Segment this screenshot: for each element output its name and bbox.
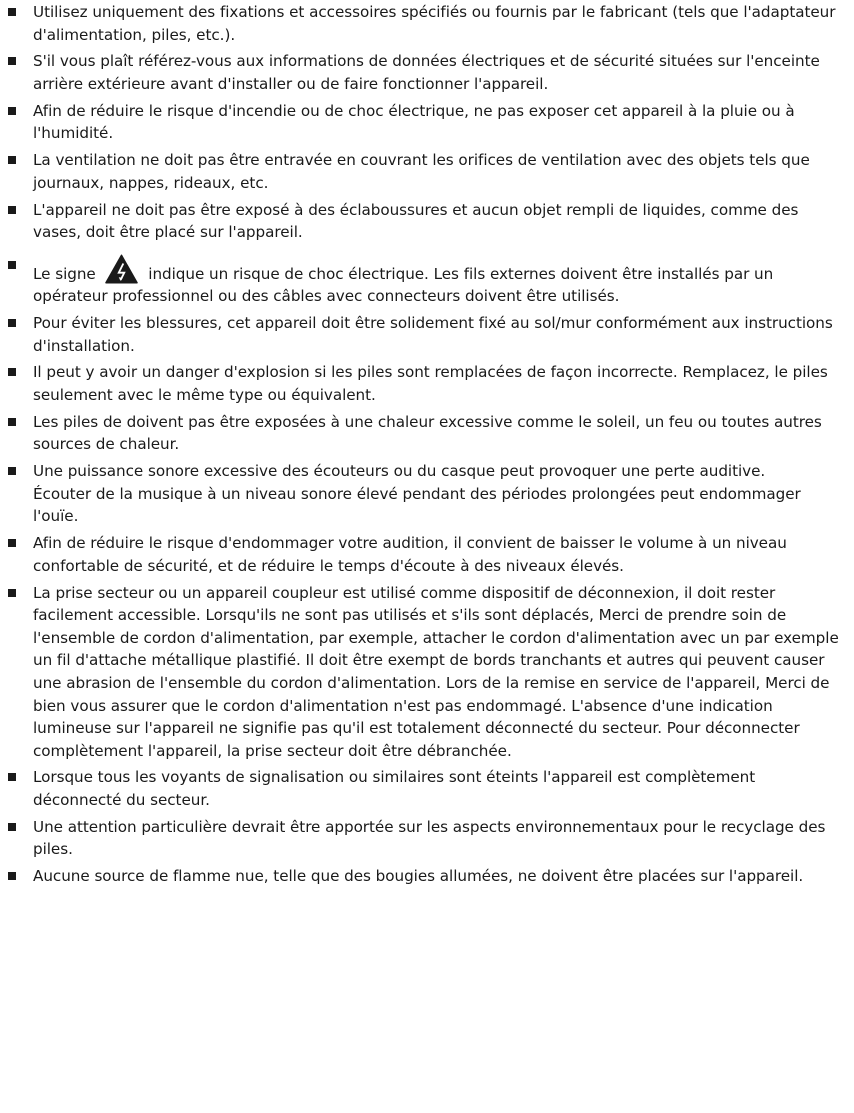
bullet xyxy=(8,107,16,115)
bullet xyxy=(8,467,16,475)
bullet xyxy=(8,8,16,16)
bullet xyxy=(8,156,16,164)
list-item xyxy=(0,199,854,244)
list-item-text-after-icon: indique un risque de choc électrique. Les fils externes doivent être installés par un opérateur professionnel ou des câbles avec connecteurs doivent être utilisés. xyxy=(33,264,774,306)
list-item-text: Une puissance sonore excessive des écouteurs ou du casque peut provoquer une perte auditive. xyxy=(33,462,766,481)
list-item xyxy=(0,100,854,145)
bullet xyxy=(8,319,16,327)
bullet xyxy=(8,823,16,831)
bullet xyxy=(8,206,16,214)
bullet xyxy=(8,773,16,781)
list-item-text-before-icon: Le signe xyxy=(33,264,96,283)
list-item xyxy=(0,582,854,763)
list-item xyxy=(0,865,854,888)
list-item-text: Afin de réduire le risque d'incendie ou de choc électrique, ne pas exposer cet appareil à la pluie ou à l'humidité. xyxy=(33,101,795,143)
list-item xyxy=(0,816,854,861)
bullet xyxy=(8,539,16,547)
list-item-text: S'il vous plaît référez-vous aux informations de données électriques et de sécurité situées sur l'enceinte arrière extérieure avant d'installer ou de faire fonctionner l'appareil. xyxy=(33,52,820,93)
bullet xyxy=(8,261,16,269)
list-item xyxy=(0,411,854,456)
bullet xyxy=(8,57,16,65)
list-item-text: Une attention particulière devrait être apportée sur les aspects environnementaux pour le recyclage des piles. xyxy=(33,817,826,859)
list-item-text: Lorsque tous les voyants de signalisation ou similaires sont éteints l'appareil est complètement déconnecté du secteur. xyxy=(33,768,756,810)
list-item-text: Afin de réduire le risque d'endommager votre audition, il convient de baisser le volume à un niveau confortable de sécurité, et de réduire le temps d'écoute à des niveaux élevés. xyxy=(33,534,787,575)
bullet xyxy=(8,368,16,376)
list-item-text: L'appareil ne doit pas être exposé à des éclaboussures et aucun objet rempli de liquides, comme des vases, doit être placé sur l'appareil. xyxy=(33,200,799,242)
list-item xyxy=(0,1,854,46)
bullet xyxy=(8,872,16,880)
electric-shock-warning-icon xyxy=(105,254,138,284)
list-item-text: Aucune source de flamme nue, telle que des bougies allumées, ne doivent être placées sur l'appareil. xyxy=(33,867,804,886)
list-item xyxy=(0,312,854,357)
list-item-electric-shock xyxy=(0,254,854,308)
list-item-text: Pour éviter les blessures, cet appareil doit être solidement fixé au sol/mur conformément aux instructions d'installation. xyxy=(33,314,833,355)
list-item-text: Les piles de doivent pas être exposées à une chaleur excessive comme le soleil, un feu ou toutes autres sources de chaleur. xyxy=(33,412,822,454)
list-item-text: La ventilation ne doit pas être entravée en couvrant les orifices de ventilation avec des objets tels que journaux, nappes, rideaux, etc. xyxy=(33,151,810,192)
list-item-text: Il peut y avoir un danger d'explosion si les piles sont remplacées de façon incorrecte. Remplacez, le piles seulement avec le même type ou équivalent. xyxy=(33,363,828,405)
list-item-text: Utilisez uniquement des fixations et accessoires spécifiés ou fournis par le fabricant (tels que l'adaptateur d'alimentation, piles, etc.). xyxy=(33,3,836,44)
list-item xyxy=(0,50,854,95)
bullet xyxy=(8,589,16,597)
list-item-text: La prise secteur ou un appareil coupleur est utilisé comme dispositif de déconnexion, il doit rester facilement accessible. Lorsqu'ils ne sont pas utilisés et s'ils sont déplacés, Merci de prendre soin de l'ensemble de cordon d'alimentation, par exemple, attacher le cordon d'alimentation avec un par exemple un fil d'attache métallique plastifié. Il doit être exempt de bords tranchants et autres qui peuvent causer une abrasion de l'ensemble du cordon d'alimentation. Lors de la remise en service de l'appareil, Merci de bien vous assurer que le cordon d'alimentation n'est pas endommagé. L'absence d'une indication lumineuse sur l'appareil ne signifie pas qu'il est totalement déconnecté du secteur. Pour déconnecter complètement l'appareil, la prise secteur doit être débranchée. xyxy=(33,583,839,760)
list-item xyxy=(0,766,854,811)
list-item xyxy=(0,361,854,406)
list-item xyxy=(0,460,854,528)
list-item xyxy=(0,532,854,577)
list-item-text-continued: Écouter de la musique à un niveau sonore élevé pendant des périodes prolongées peut endommager l'ouïe. xyxy=(33,484,801,526)
bullet xyxy=(8,418,16,426)
list-item xyxy=(0,149,854,194)
